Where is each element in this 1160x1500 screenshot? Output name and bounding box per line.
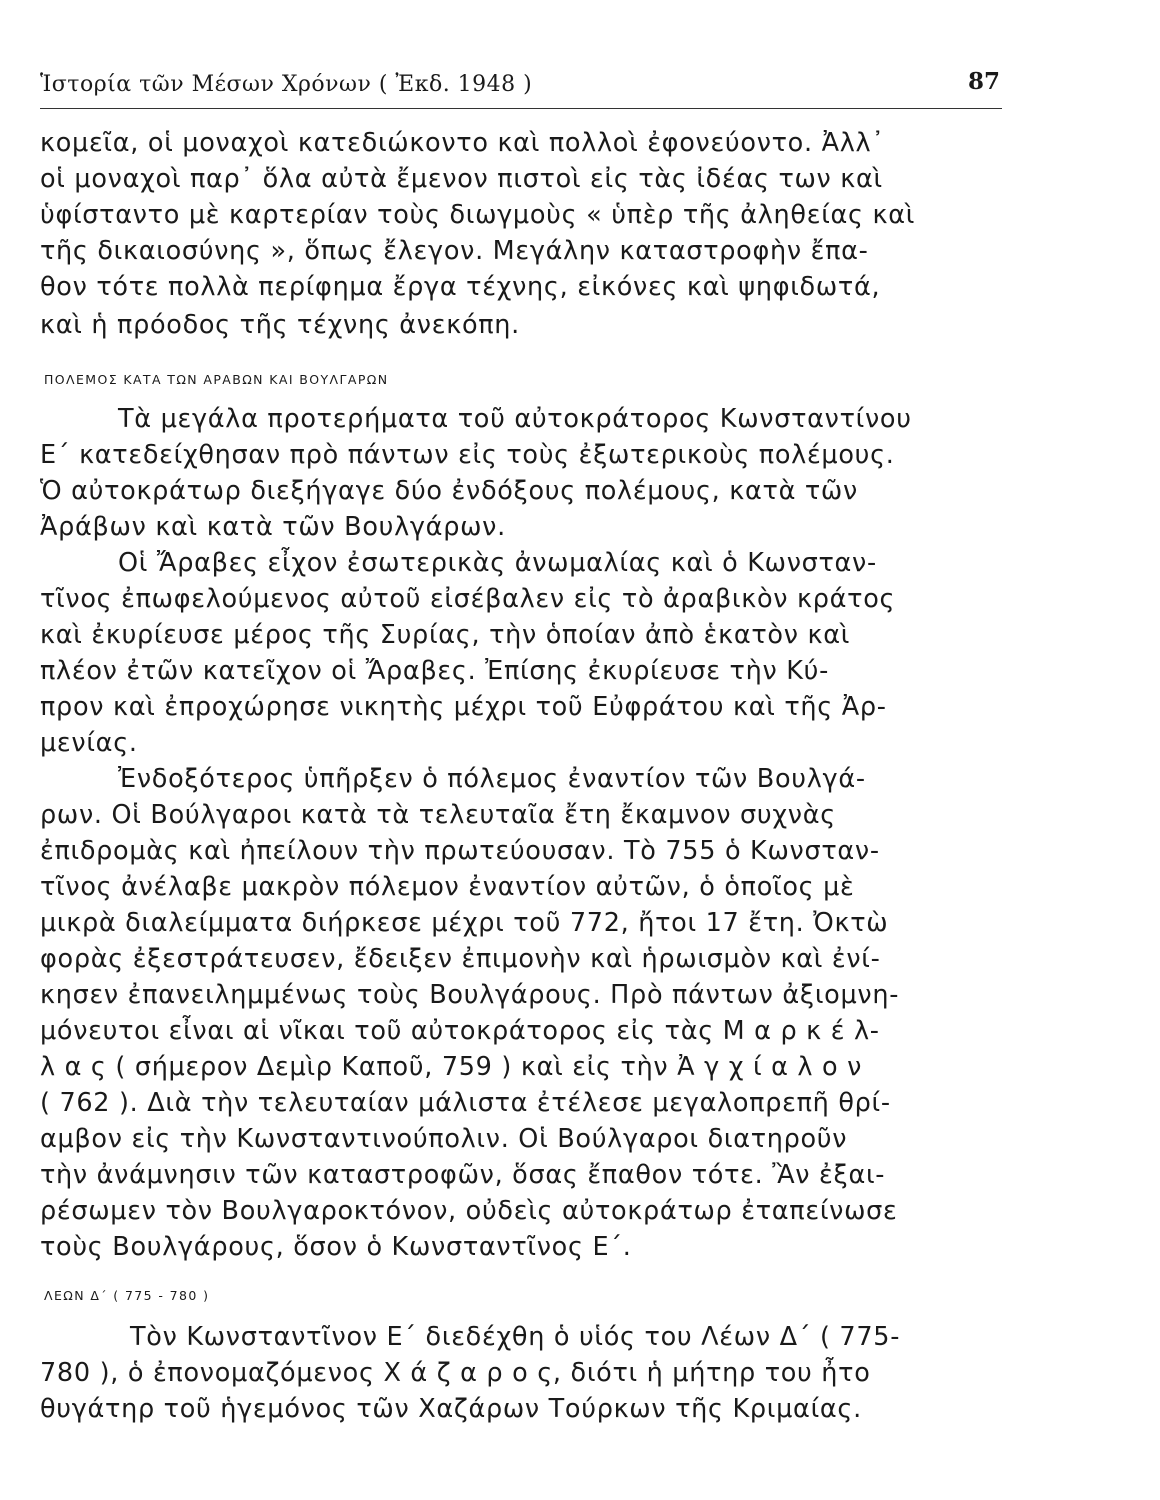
text-line: ρων. Οἱ Βούλγαροι κατὰ τὰ τελευταῖα ἔτη ἔκαμνον συχνὰς [40,800,836,830]
text-line: Οἱ Ἄραβες εἶχον ἐσωτερικὰς ἀνωμαλίας καὶ ὁ Κωνσταν- [118,548,877,578]
text-line: μόνευτοι εἶναι αἱ νῖκαι τοῦ αὐτοκράτορος εἰς τὰς Μ α ρ κ έ λ- [40,1016,880,1046]
text-line: ( 762 ). Διὰ τὴν τελευταίαν μάλιστα ἐτέλεσε μεγαλοπρεπῆ θρί- [40,1088,891,1118]
text-line: ὑφίσταντο μὲ καρτερίαν τοὺς διωγμοὺς « ὑπὲρ τῆς ἀληθείας καὶ [40,200,916,230]
text-line: θυγάτηρ τοῦ ἡγεμόνος τῶν Χαζάρων Τούρκων τῆς Κριμαίας. [40,1394,862,1424]
text-line: ρέσωμεν τὸν Βουλγαροκτόνον, οὐδεὶς αὐτοκράτωρ ἐταπείνωσε [40,1196,898,1226]
text-line: ἐπιδρομὰς καὶ ἠπείλουν τὴν πρωτεύουσαν. Τὸ 755 ὁ Κωνσταν- [40,836,880,866]
text-line: λ α ς ( σήμερον Δεμὶρ Καποῦ, 759 ) καὶ εἰς τὴν Ἀ γ χ ί α λ ο ν [40,1052,863,1082]
text-line: μικρὰ διαλείμματα διήρκεσε μέχρι τοῦ 772, ἤτοι 17 ἔτη. Ὀκτὼ [40,908,889,938]
text-line: τὴν ἀνάμνησιν τῶν καταστροφῶν, ὅσας ἔπαθον τότε. Ἂν ἐξαι- [40,1160,886,1190]
page-number: 87 [967,68,1000,95]
text-line: τῖνος ἐπωφελούμενος αὐτοῦ εἰσέβαλεν εἰς τὸ ἀραβικὸν κράτος [40,584,896,614]
text-line: καὶ ἡ πρόοδος τῆς τέχνης ἀνεκόπη. [40,310,520,340]
text-line: Τὰ μεγάλα προτερήματα τοῦ αὐτοκράτορος Κωνσταντίνου [118,404,912,434]
text-line: τῆς δικαιοσύνης », ὅπως ἔλεγον. Μεγάλην καταστροφὴν ἔπα- [40,236,869,266]
text-line: πλέον ἐτῶν κατεῖχον οἱ Ἄραβες. Ἐπίσης ἐκυρίευσε τὴν Κύ- [40,656,829,686]
text-line: Ἐνδοξότερος ὑπῆρξεν ὁ πόλεμος ἐναντίον τῶν Βουλγά- [118,764,866,794]
text-line: μενίας. [40,728,138,758]
text-line: κησεν ἐπανειλημμένως τοὺς Βουλγάρους. Πρὸ πάντων ἀξιομνη- [40,980,900,1010]
text-line: κομεῖα, οἱ μοναχοὶ κατεδιώκοντο καὶ πολλοὶ ἐφονεύοντο. Ἀλλ᾽ [40,128,885,158]
text-line: 780 ), ὁ ἐπονομαζόμενος Χ ά ζ α ρ ο ς, διότι ἡ μήτηρ του ἦτο [40,1358,871,1388]
text-line: οἱ μοναχοὶ παρ᾽ ὅλα αὐτὰ ἔμενον πιστοὶ εἰς τὰς ἰδέας των καὶ [40,164,883,194]
text-line: φορὰς ἐξεστράτευσεν, ἔδειξεν ἐπιμονὴν καὶ ἡρωισμὸν καὶ ἐνί- [40,944,881,974]
running-title: Ἱστορία τῶν Μέσων Χρόνων ( Ἐκδ. 1948 ) [40,72,533,97]
running-header [40,68,1002,109]
text-line: προν καὶ ἐπροχώρησε νικητὴς μέχρι τοῦ Εὐφράτου καὶ τῆς Ἀρ- [40,692,887,722]
section-heading: ΛΕΩΝ Δ΄ ( 775 - 780 ) [44,1288,210,1303]
text-line: Ἀράβων καὶ κατὰ τῶν Βουλγάρων. [40,512,506,542]
section-heading: ΠΟΛΕΜΟΣ ΚΑΤΑ ΤΩΝ ΑΡΑΒΩΝ ΚΑΙ ΒΟΥΛΓΑΡΩΝ [44,372,389,387]
text-line: τῖνος ἀνέλαβε μακρὸν πόλεμον ἐναντίον αὐτῶν, ὁ ὁποῖος μὲ [40,872,855,902]
text-line: αμβον εἰς τὴν Κωνσταντινούπολιν. Οἱ Βούλγαροι διατηροῦν [40,1124,848,1154]
text-line: Ὁ αὐτοκράτωρ διεξήγαγε δύο ἐνδόξους πολέμους, κατὰ τῶν [40,476,858,506]
text-line: καὶ ἐκυρίευσε μέρος τῆς Συρίας, τὴν ὁποίαν ἀπὸ ἑκατὸν καὶ [40,620,851,650]
text-line: Ε΄ κατεδείχθησαν πρὸ πάντων εἰς τοὺς ἐξωτερικοὺς πολέμους. [40,440,895,470]
text-line: θον τότε πολλὰ περίφημα ἔργα τέχνης, εἰκόνες καὶ ψηφιδωτά, [40,272,881,302]
text-line: Τὸν Κωνσταντῖνον Ε΄ διεδέχθη ὁ υἱός του Λέων Δ΄ ( 775- [130,1322,901,1352]
text-line: τοὺς Βουλγάρους, ὅσον ὁ Κωνσταντῖνος Ε΄. [40,1232,632,1262]
